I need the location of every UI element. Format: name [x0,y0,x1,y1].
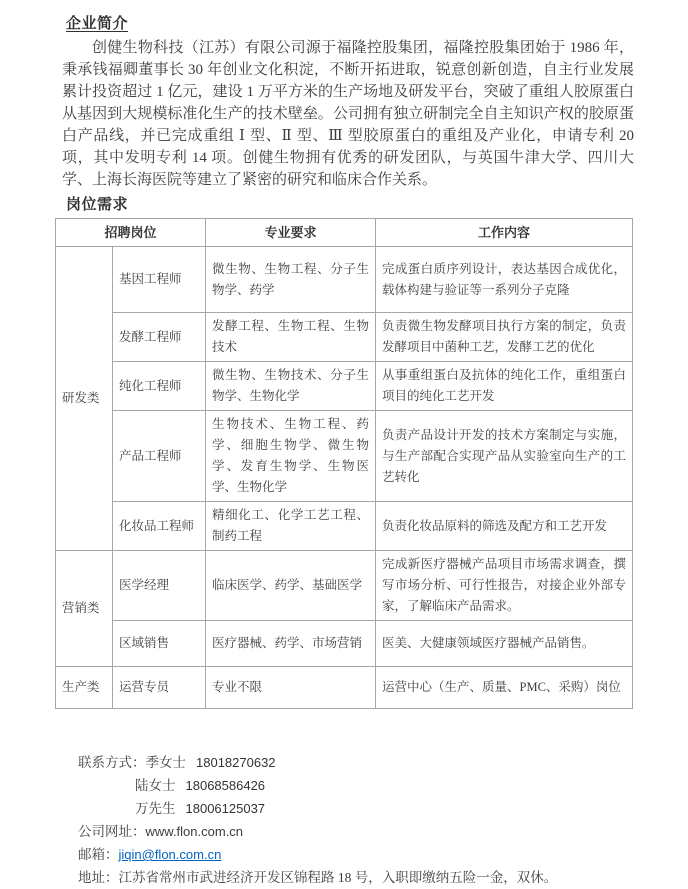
website-label: 公司网址： [78,824,146,839]
section-title-positions: 岗位需求 [66,197,129,213]
contact-block [78,751,636,889]
table-row-product-engineer [56,411,633,502]
contact-line-1 [78,751,636,774]
duty-cell: 负责化妆品原料的筛选及配方和工艺开发 [376,502,633,551]
major-cell: 临床医学、药学、基础医学 [206,551,376,621]
major-cell: 医疗器械、药学、市场营销 [206,621,376,667]
position-cell: 发酵工程师 [113,313,206,362]
position-cell: 医学经理 [113,551,206,621]
contact-name: 陆女士 [135,778,176,793]
contact-name: 季女士 [145,755,186,770]
duty-cell: 负责产品设计开发的技术方案制定与实施，与生产部配合实现产品从实验室向生产的工艺转化 [376,411,633,502]
position-cell: 化妆品工程师 [113,502,206,551]
contact-phone: 18018270632 [196,755,276,770]
category-cell-rd: 研发类 [56,247,113,551]
table-row-gene-engineer [56,247,633,313]
email-label: 邮箱： [78,847,119,862]
duty-cell: 负责微生物发酵项目执行方案的制定，负责发酵项目中菌种工艺，发酵工艺的优化 [376,313,633,362]
contact-label: 联系方式： [78,755,146,770]
email-link[interactable]: jiqin@flon.com.cn [118,847,222,862]
position-cell: 运营专员 [113,667,206,709]
position-cell: 产品工程师 [113,411,206,502]
contact-phone: 18006125037 [185,801,266,816]
section-title-company-intro-text: 企业简介 [66,16,129,32]
major-cell: 精细化工、化学工艺工程、制药工程 [206,502,376,551]
duty-cell: 完成新医疗器械产品项目市场需求调查，撰写市场分析、可行性报告，对接企业外部专家，了解临床产品需求。 [376,551,633,621]
table-header-row [56,219,633,247]
position-cell: 基因工程师 [113,247,206,313]
duty-cell: 医美、大健康领域医疗器械产品销售。 [376,621,633,667]
major-cell: 微生物、生物工程、分子生物学、药学 [206,247,376,313]
table-row-operations-specialist [56,667,633,709]
position-cell: 纯化工程师 [113,362,206,411]
major-cell: 专业不限 [206,667,376,709]
major-cell: 发酵工程、生物工程、生物技术 [206,313,376,362]
contact-line-2 [78,774,636,797]
duty-cell: 运营中心（生产、质量、PMC、采购）岗位 [376,667,633,709]
website-line [78,820,636,843]
table-row-regional-sales [56,621,633,667]
major-cell: 生物技术、生物工程、药学、细胞生物学、微生物学、发育生物学、生物医学、生物化学 [206,411,376,502]
duty-cell: 完成蛋白质序列设计，表达基因合成优化，载体构建与验证等一系列分子克隆 [376,247,633,313]
category-cell-production: 生产类 [56,667,113,709]
contact-name: 万先生 [135,801,176,816]
website-url: www.flon.com.cn [145,824,244,839]
address-text: 江苏省常州市武进经济开发区锦程路 18 号，入职即缴纳五险一金，双休。 [118,870,558,885]
major-cell: 微生物、生物技术、分子生物学、生物化学 [206,362,376,411]
contact-phone: 18068586426 [185,778,266,793]
duty-cell: 从事重组蛋白及抗体的纯化工作，重组蛋白项目的纯化工艺开发 [376,362,633,411]
section-title-company-intro [66,12,636,33]
contact-line-3 [78,797,636,820]
category-cell-marketing: 营销类 [56,551,113,667]
column-header-major: 专业要求 [206,219,376,247]
job-requirements-table [55,218,633,709]
table-row-cosmetics-engineer [56,502,633,551]
address-label: 地址： [78,870,119,885]
table-row-fermentation-engineer [56,313,633,362]
table-row-medical-manager [56,551,633,621]
table-row-purification-engineer [56,362,633,411]
company-intro-paragraph: 创健生物科技（江苏）有限公司源于福隆控股集团，福隆控股集团始于 1986 年，秉承钱福卿董事长 30 年创业文化积淀，不断开拓进取，锐意创新创造，自主行业发展累计投资超过 1 亿元，建设 1 万平方米的生产场地及研发平台，突破了重组人胶原蛋白从基因到大规模标准化生产的技术壁垒。公司拥有独立研制完全自主知识产权的胶原蛋白产品线，并已完成重组 Ⅰ 型、Ⅱ 型、Ⅲ 型胶原蛋白的重组及产业化，申请专利 20 项，其中发明专利 14 项。创健生物拥有优秀的研发团队，与英国牛津大学、四川大学、上海长海医院等建立了紧密的研究和临床合作关系。 [62,40,634,188]
column-header-duty: 工作内容 [376,219,633,247]
address-line [78,866,636,889]
position-cell: 区域销售 [113,621,206,667]
email-line [78,843,636,866]
column-header-position: 招聘岗位 [56,219,206,247]
